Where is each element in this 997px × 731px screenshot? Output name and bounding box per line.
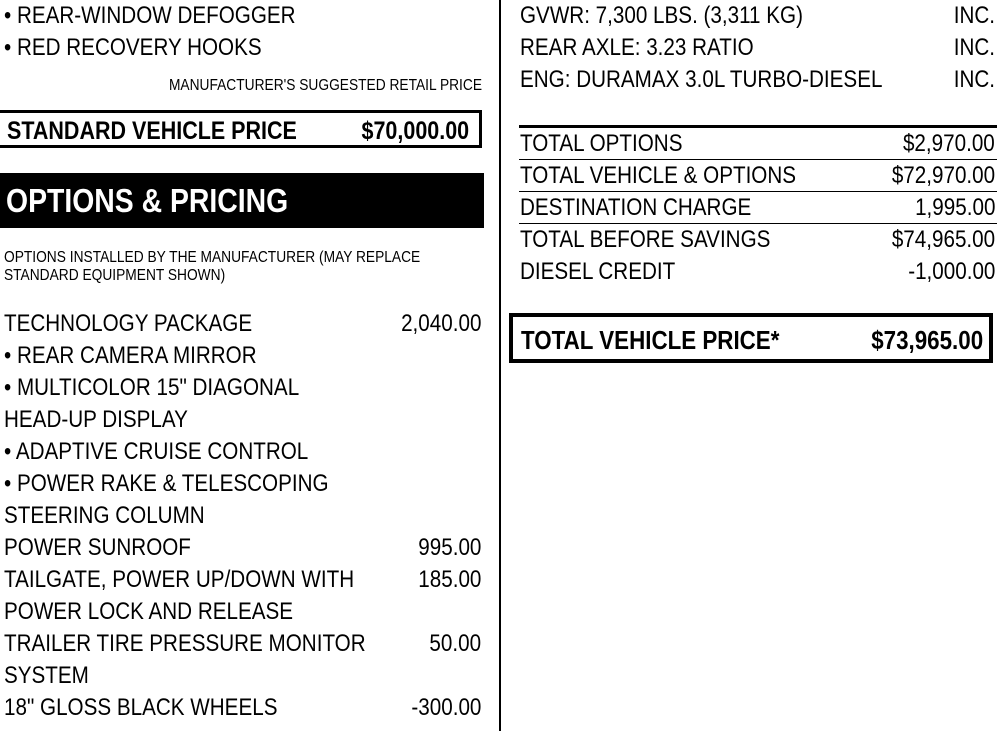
msrp-caption: MANUFACTURER'S SUGGESTED RETAIL PRICE [168,77,482,94]
total-label: TOTAL VEHICLE & OPTIONS [520,162,797,189]
total-value: $72,970.00 [891,162,995,189]
spec-label: GVWR: 7,300 LBS. (3,311 KG) [520,2,803,29]
spec-label: REAR AXLE: 3.23 RATIO [520,34,754,61]
option-price: 50.00 [429,630,481,657]
spec-value: INC. [953,2,995,29]
total-label: DESTINATION CHARGE [520,194,752,221]
option-label: STEERING COLUMN [4,502,205,529]
option-label: POWER SUNROOF [4,534,191,561]
standard-price-box [0,110,482,148]
total-label: DIESEL CREDIT [520,258,676,285]
total-value: 1,995.00 [914,194,995,221]
options-note: STANDARD EQUIPMENT SHOWN) [4,267,226,284]
option-price: 185.00 [417,566,481,593]
option-label: TRAILER TIRE PRESSURE MONITOR [4,630,366,657]
option-label: • MULTICOLOR 15" DIAGONAL [4,374,300,401]
option-price: -300.00 [410,694,481,721]
total-vehicle-price-box [509,313,993,363]
option-label: 18" GLOSS BLACK WHEELS [4,694,278,721]
options-note: OPTIONS INSTALLED BY THE MANUFACTURER (MAY REPLACE [4,249,421,266]
column-divider [499,0,501,731]
total-vehicle-price-value: $73,965.00 [871,325,983,355]
option-label: • ADAPTIVE CRUISE CONTROL [4,438,309,465]
total-vehicle-price-label: TOTAL VEHICLE PRICE* [521,325,780,355]
option-price: 2,040.00 [400,310,481,337]
standard-price-label: STANDARD VEHICLE PRICE [7,117,297,145]
total-value: $74,965.00 [891,226,995,253]
options-pricing-header: OPTIONS & PRICING [0,173,484,228]
standard-price-value: $70,000.00 [361,117,469,145]
spec-value: INC. [953,66,995,93]
feature-item: • RED RECOVERY HOOKS [4,34,262,61]
option-price: 995.00 [417,534,481,561]
option-label: SYSTEM [4,662,89,689]
option-label: TECHNOLOGY PACKAGE [4,310,253,337]
option-label: POWER LOCK AND RELEASE [4,598,294,625]
spec-label: ENG: DURAMAX 3.0L TURBO-DIESEL [520,66,883,93]
option-label: HEAD-UP DISPLAY [4,406,188,433]
option-label: • POWER RAKE & TELESCOPING [4,470,329,497]
total-label: TOTAL OPTIONS [520,130,683,157]
option-label: TAILGATE, POWER UP/DOWN WITH [4,566,355,593]
total-value: $2,970.00 [903,130,995,157]
total-value: -1,000.00 [907,258,995,285]
feature-item: • REAR-WINDOW DEFOGGER [4,2,296,29]
spec-value: INC. [953,34,995,61]
total-label: TOTAL BEFORE SAVINGS [520,226,771,253]
option-label: • REAR CAMERA MIRROR [4,342,257,369]
